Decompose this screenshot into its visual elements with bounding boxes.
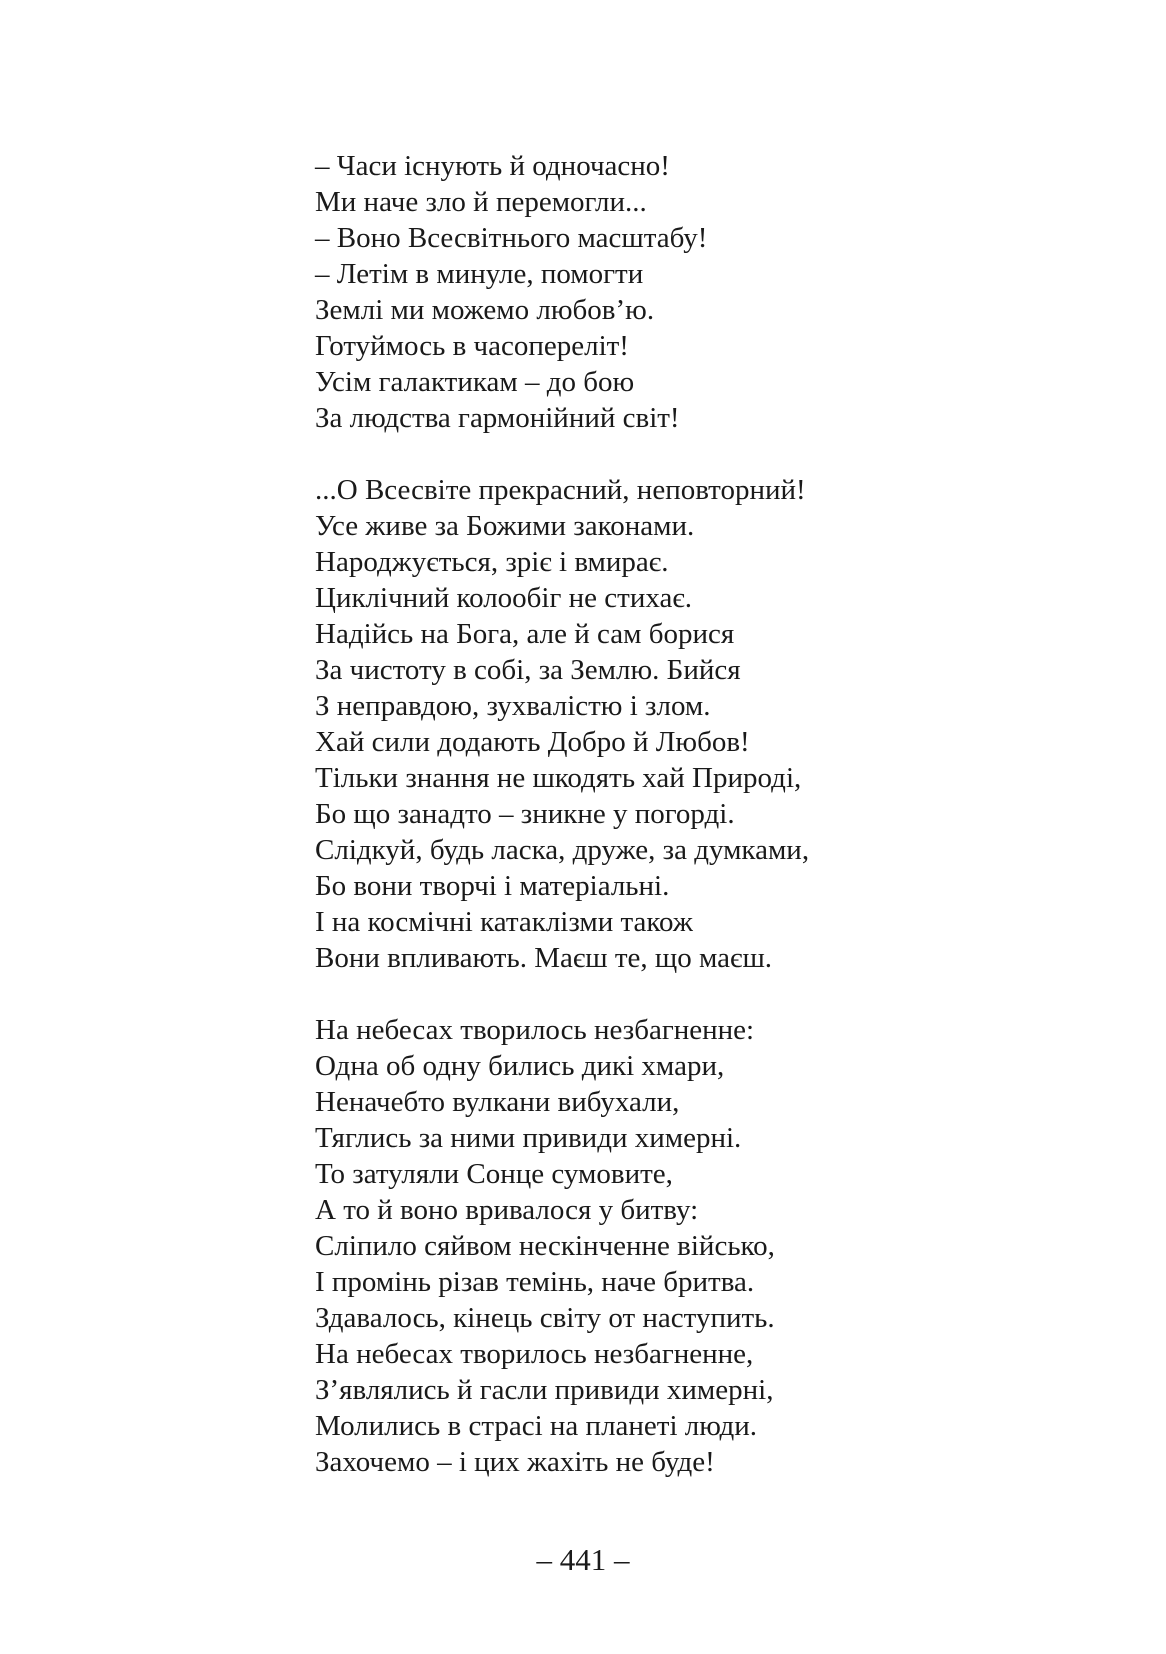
poem-line: З неправдою, зухвалістю і злом. — [315, 690, 711, 722]
poem-line: – Летім в минуле, помогти — [315, 258, 644, 290]
poem-line: – Воно Всесвітнього масштабу! — [315, 222, 708, 254]
poem-line: Бо що занадто – зникне у погорді. — [315, 798, 735, 830]
poem-line: Готуймось в часопереліт! — [315, 330, 629, 362]
poem-line: А то й воно вривалося у битву: — [315, 1194, 699, 1226]
poem-line: За чистоту в собі, за Землю. Бийся — [315, 654, 741, 686]
poem-line: Захочемо – і цих жахіть не буде! — [315, 1446, 715, 1478]
poem-line: Молились в страсі на планеті люди. — [315, 1410, 757, 1442]
poem-line: Сліпило сяйвом нескінченне військо, — [315, 1230, 775, 1262]
poem-line: І на космічні катаклізми також — [315, 906, 693, 938]
poem-line: Слідкуй, будь ласка, друже, за думками, — [315, 834, 810, 866]
poem-text — [315, 148, 1075, 1480]
poem-line: Одна об одну бились дикі хмари, — [315, 1050, 725, 1082]
poem-line: І промінь різав темінь, наче бритва. — [315, 1266, 755, 1298]
poem-line: Надійсь на Бога, але й сам борися — [315, 618, 735, 650]
poem-line: З’являлись й гасли привиди химерні, — [315, 1374, 774, 1406]
poem-line: – Часи існують й одночасно! — [315, 150, 670, 182]
poem-line: Циклічний колообіг не стихає. — [315, 582, 693, 614]
poem-line: Хай сили додають Добро й Любов! — [315, 726, 750, 758]
poem-line: Землі ми можемо любов’ю. — [315, 294, 655, 326]
stanza-2 — [315, 472, 1075, 976]
stanza-3 — [315, 1012, 1075, 1480]
poem-line: Тільки знання не шкодять хай Природі, — [315, 762, 802, 794]
poem-line: Тяглись за ними привиди химерні. — [315, 1122, 742, 1154]
poem-line: Вони впливають. Маєш те, що маєш. — [315, 942, 773, 974]
poem-line: ...О Всесвіте прекрасний, неповторний! — [315, 474, 806, 506]
poem-line: За людства гармонійний світ! — [315, 402, 680, 434]
poem-line: Народжується, зріє і вмирає. — [315, 546, 669, 578]
poem-line: То затуляли Сонце сумовите, — [315, 1158, 673, 1190]
poem-line: Неначебто вулкани вибухали, — [315, 1086, 680, 1118]
poem-line: На небесах творилось незбагненне: — [315, 1014, 755, 1046]
poem-line: Ми наче зло й перемогли... — [315, 186, 647, 218]
poem-line: Бо вони творчі і матеріальні. — [315, 870, 670, 902]
stanza-1 — [315, 148, 1075, 436]
poem-line: На небесах творилось незбагненне, — [315, 1338, 754, 1370]
poem-line: Здавалось, кінець світу от наступить. — [315, 1302, 775, 1334]
poem-line: Усім галактикам – до бою — [315, 366, 635, 398]
page-number: – 441 – — [536, 1542, 630, 1577]
poem-line: Усе живе за Божими законами. — [315, 510, 695, 542]
